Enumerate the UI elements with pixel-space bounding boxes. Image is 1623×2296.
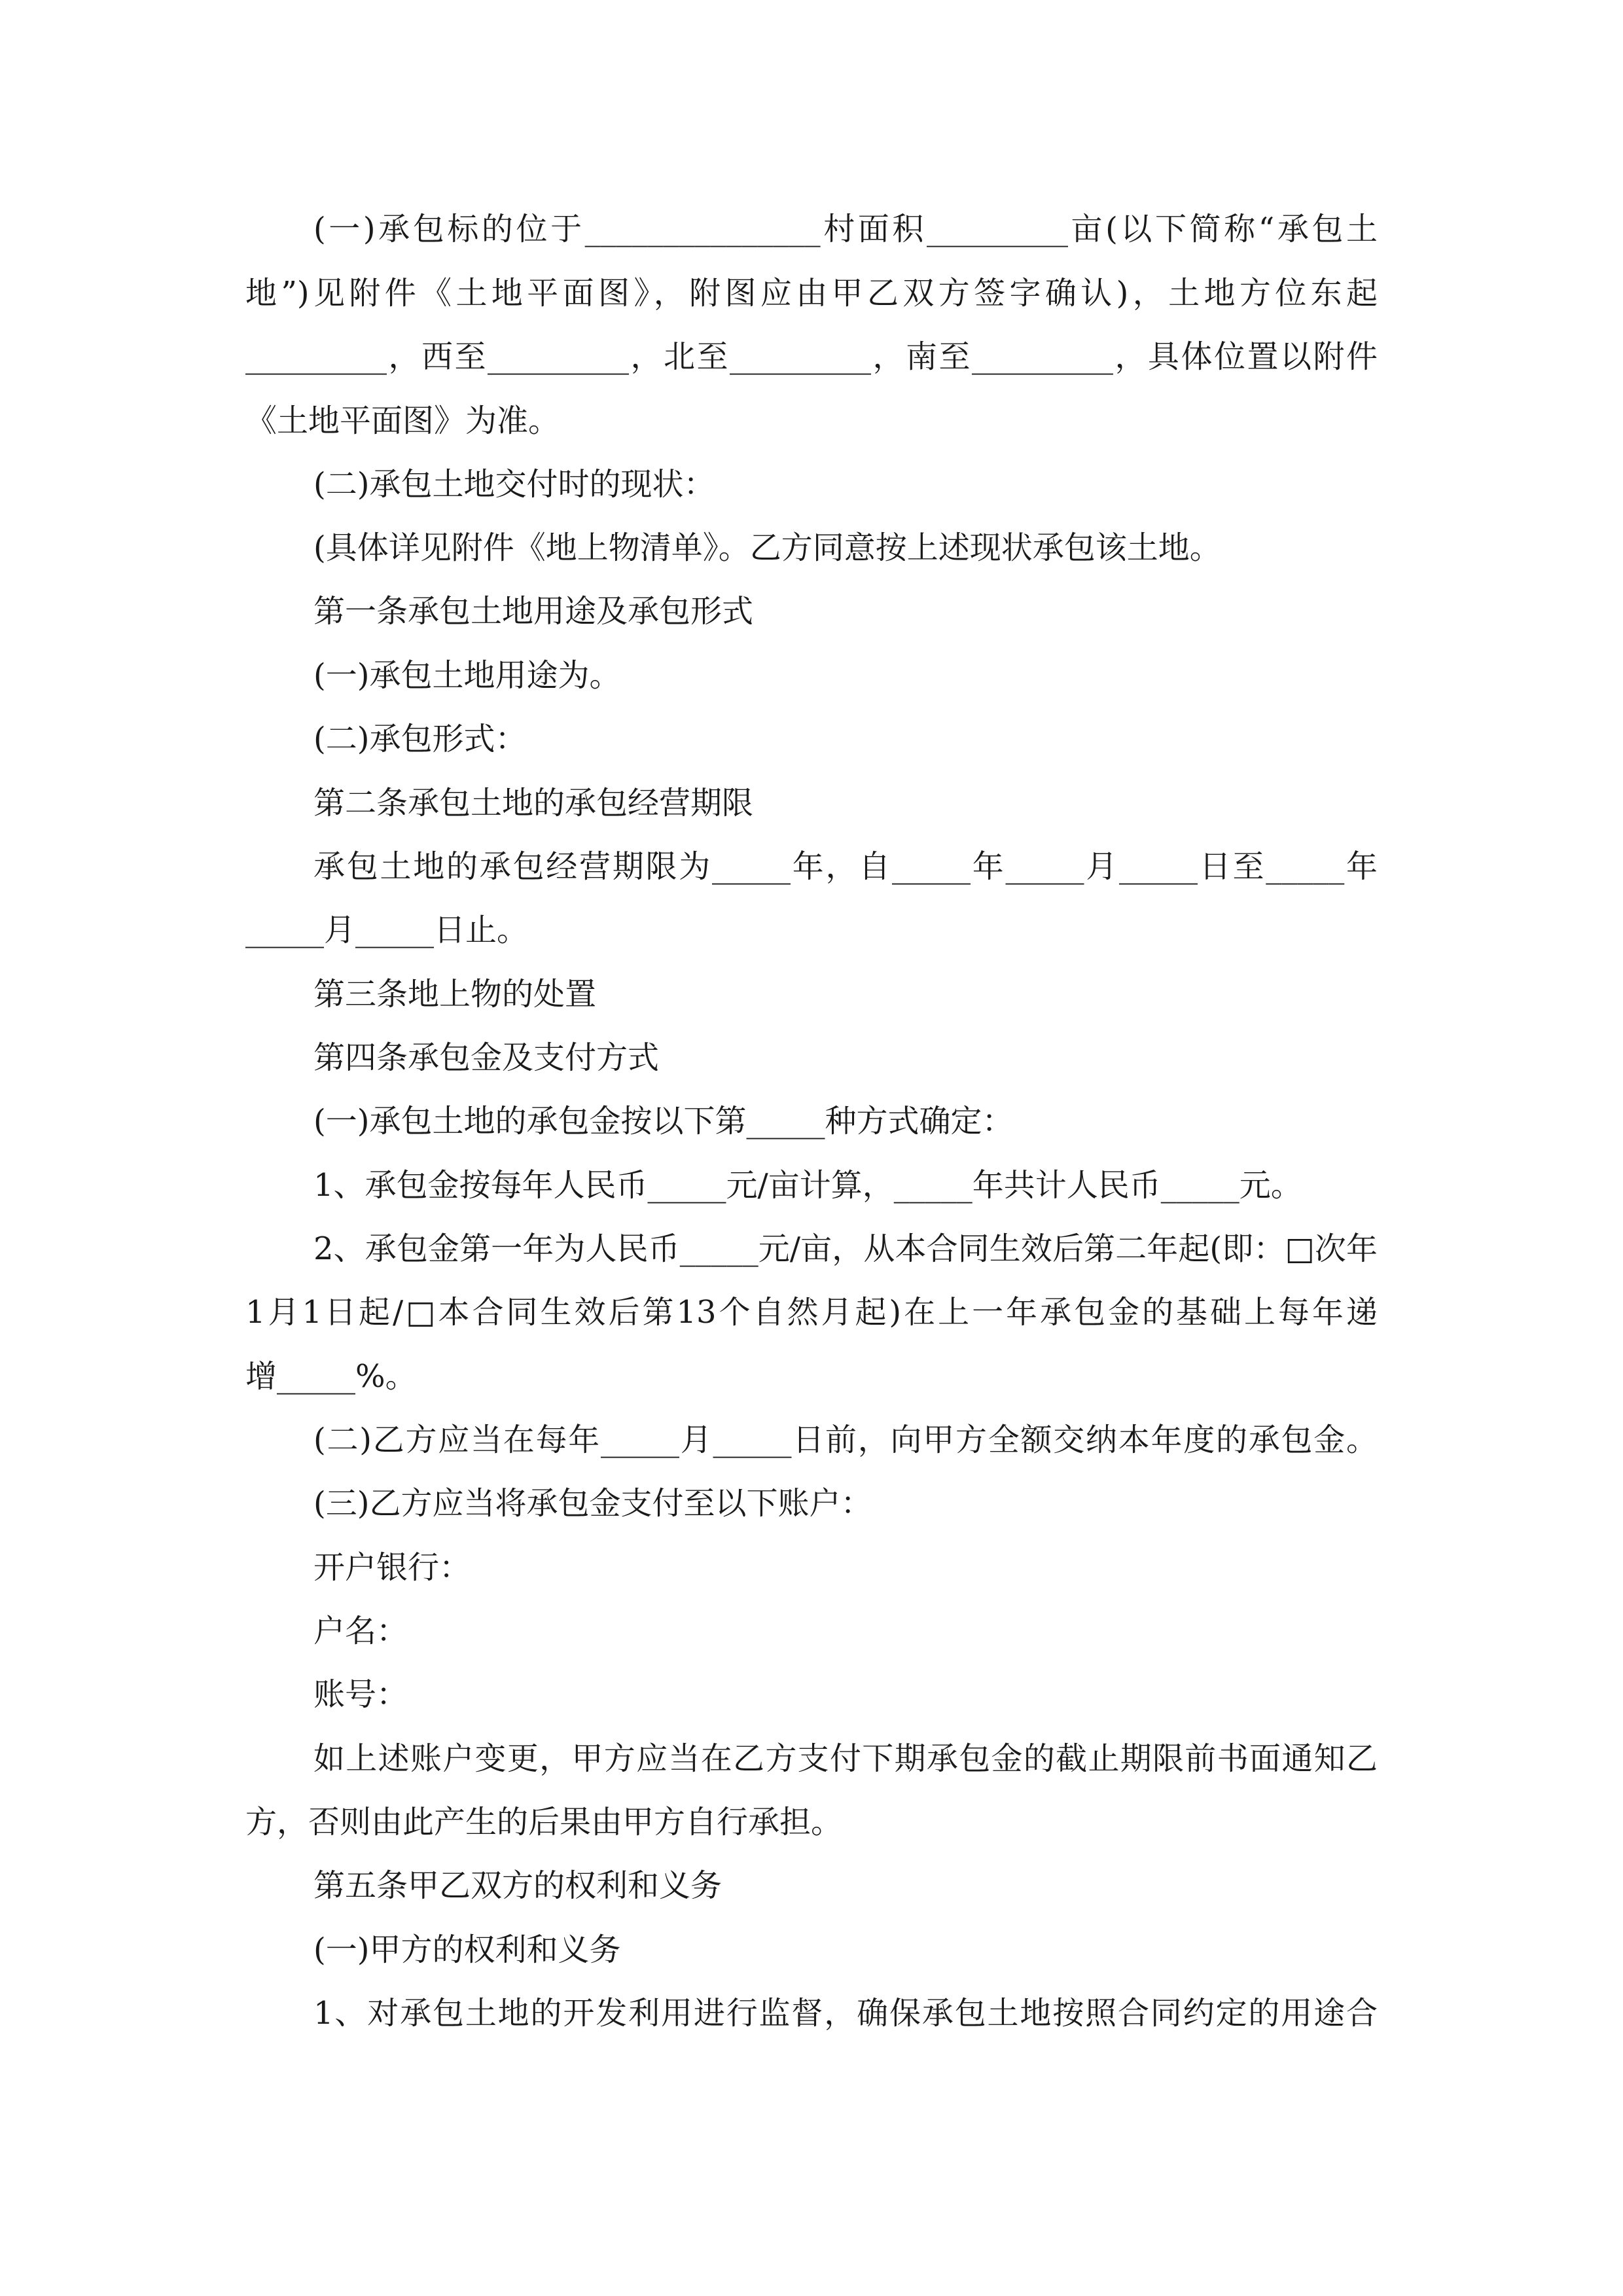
text-line: (三)乙方应当将承包金支付至以下账户： xyxy=(313,1485,872,1522)
text-line: (二)承包土地交付时的现状： xyxy=(313,466,715,503)
text-line: 《土地平面图》为准。 xyxy=(245,403,560,439)
text-line: 2、承包金第一年为人民币_____元/亩，从本合同生效后第二年起(即：□次年 xyxy=(313,1230,1378,1267)
text-line: (一)承包土地用途为。 xyxy=(313,657,621,694)
section-heading: 第一条承包土地用途及承包形式 xyxy=(313,593,754,630)
text-line: 地”)见附件《土地平面图》，附图应由甲乙双方签字确认)，土地方位东起 xyxy=(245,275,1378,312)
text-line: 方，否则由此产生的后果由甲方自行承担。 xyxy=(245,1804,843,1840)
text-line: (一)承包土地的承包金按以下第_____种方式确定： xyxy=(313,1103,1014,1139)
text-line: (一)甲方的权利和义务 xyxy=(313,1931,621,1968)
text-line: 承包土地的承包经营期限为_____年，自_____年_____月_____日至_____年 xyxy=(313,848,1378,885)
section-heading: 第四条承包金及支付方式 xyxy=(313,1039,660,1076)
text-line: _________，西至_________，北至_________，南至_________，具体位置以附件 xyxy=(245,338,1378,375)
text-line: 1、承包金按每年人民币_____元/亩计算，_____年共计人民币_____元。 xyxy=(313,1167,1302,1204)
section-heading: 第三条地上物的处置 xyxy=(313,976,597,1013)
section-heading: 第二条承包土地的承包经营期限 xyxy=(313,785,754,821)
text-line: 增_____%。 xyxy=(245,1358,417,1395)
text-line: 1月1日起/□本合同生效后第13个自然月起)在上一年承包金的基础上每年递 xyxy=(245,1294,1378,1331)
account-name-label: 户名： xyxy=(313,1613,408,1649)
text-line: _____月_____日止。 xyxy=(245,912,529,948)
account-number-label: 账号： xyxy=(313,1676,408,1713)
bank-label: 开户银行： xyxy=(313,1549,471,1586)
text-line: (二)乙方应当在每年_____月_____日前，向甲方全额交纳本年度的承包金。 xyxy=(313,1422,1378,1458)
text-line: 如上述账户变更，甲方应当在乙方支付下期承包金的截止期限前书面通知乙 xyxy=(313,1740,1378,1777)
text-line: (二)承包形式： xyxy=(313,721,527,757)
text-line: (一)承包标的位于_______________村面积_________亩(以下简称“承包土 xyxy=(313,211,1378,247)
text-line: (具体详见附件《地上物清单》。乙方同意按上述现状承包该土地。 xyxy=(313,529,1221,566)
text-line: 1、对承包土地的开发利用进行监督，确保承包土地按照合同约定的用途合 xyxy=(313,1995,1378,2032)
section-heading: 第五条甲乙双方的权利和义务 xyxy=(313,1867,722,1904)
